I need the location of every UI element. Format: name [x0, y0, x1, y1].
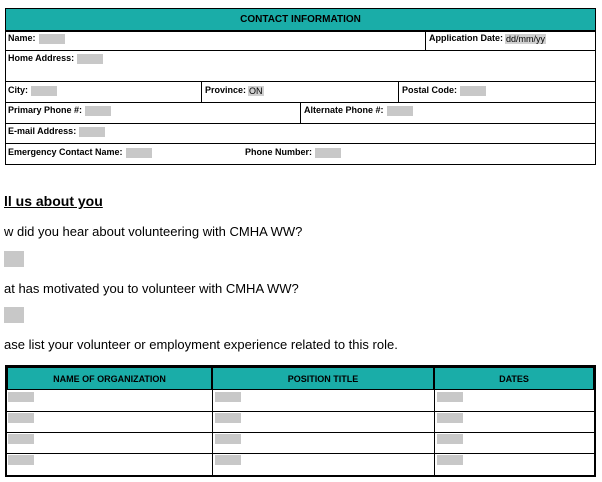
- province-label: Province:: [205, 85, 247, 95]
- email-field[interactable]: [79, 127, 105, 137]
- city-field[interactable]: [31, 86, 57, 96]
- question-3: ase list your volunteer or employment experience related to this role.: [4, 337, 398, 352]
- question-2: at has motivated you to volunteer with CMHA WW?: [4, 281, 299, 296]
- column-header-dates: DATES: [434, 367, 594, 390]
- city-label: City:: [8, 85, 28, 95]
- contact-information-header: [5, 8, 596, 31]
- city-row: [8, 85, 57, 96]
- position-field[interactable]: [215, 392, 241, 402]
- position-field[interactable]: [215, 455, 241, 465]
- organization-field[interactable]: [8, 413, 34, 423]
- organization-field[interactable]: [8, 392, 34, 402]
- emergency-phone-label: Phone Number:: [245, 147, 313, 157]
- position-field[interactable]: [215, 434, 241, 444]
- name-field[interactable]: [39, 34, 65, 44]
- alternate-phone-label: Alternate Phone #:: [304, 105, 384, 115]
- primary-phone-label: Primary Phone #:: [8, 105, 83, 115]
- application-date-field[interactable]: dd/mm/yy: [506, 33, 546, 44]
- email-row: [8, 126, 105, 137]
- email-label: E-mail Address:: [8, 126, 77, 136]
- home-address-field[interactable]: [77, 54, 103, 64]
- province-row: [205, 85, 264, 96]
- home-address-row: [8, 53, 103, 64]
- answer-1-field[interactable]: [4, 251, 24, 267]
- position-field[interactable]: [215, 413, 241, 423]
- contact-information-title: CONTACT INFORMATION: [240, 14, 361, 25]
- primary-phone-field[interactable]: [85, 106, 111, 116]
- application-date-row: [429, 33, 546, 44]
- dates-field[interactable]: [437, 434, 463, 444]
- column-header-position: POSITION TITLE: [212, 367, 434, 390]
- section-heading: ll us about you: [4, 193, 103, 209]
- dates-field[interactable]: [437, 392, 463, 402]
- postal-code-row: [402, 85, 486, 96]
- home-address-label: Home Address:: [8, 53, 75, 63]
- emergency-phone-row: [245, 147, 341, 158]
- question-1: w did you hear about volunteering with CMHA WW?: [4, 224, 303, 239]
- alternate-phone-row: [304, 105, 413, 116]
- organization-field[interactable]: [8, 434, 34, 444]
- contact-form-grid: [5, 31, 596, 165]
- postal-code-label: Postal Code:: [402, 85, 458, 95]
- dates-field[interactable]: [437, 455, 463, 465]
- name-label: Name:: [8, 33, 36, 43]
- dates-field[interactable]: [437, 413, 463, 423]
- emergency-contact-field[interactable]: [126, 148, 152, 158]
- emergency-contact-label: Emergency Contact Name:: [8, 147, 123, 157]
- alternate-phone-field[interactable]: [387, 106, 413, 116]
- postal-code-field[interactable]: [460, 86, 486, 96]
- emergency-phone-field[interactable]: [315, 148, 341, 158]
- application-date-label: Application Date:: [429, 33, 504, 43]
- name-row: [8, 33, 65, 44]
- organization-field[interactable]: [8, 455, 34, 465]
- column-header-organization: NAME OF ORGANIZATION: [7, 367, 212, 390]
- emergency-contact-row: [8, 147, 152, 158]
- primary-phone-row: [8, 105, 111, 116]
- answer-2-field[interactable]: [4, 307, 24, 323]
- province-field[interactable]: ON: [249, 85, 263, 96]
